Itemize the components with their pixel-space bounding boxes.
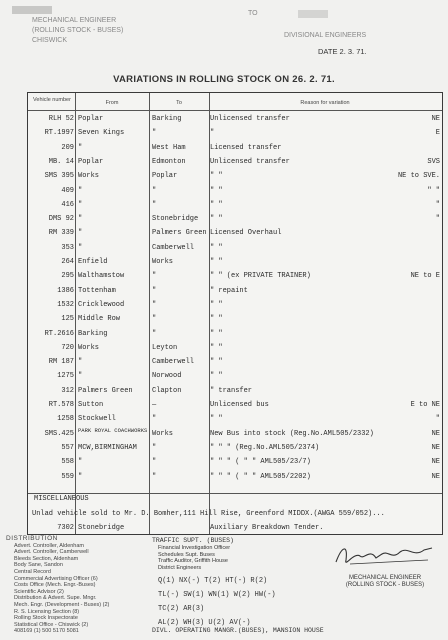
circulation-sub: Traffic Auditor, Griffith House xyxy=(158,558,228,565)
cell-reason: Unlicensed transfer xyxy=(210,157,290,166)
cell-code: " " xyxy=(427,186,440,195)
signatory-line1: MECHANICAL ENGINEER xyxy=(348,575,422,581)
distribution-line: Scientific Advisor (2) xyxy=(14,588,64,595)
cell-to: " xyxy=(152,329,157,338)
depot-codes: TC(2) AR(3) xyxy=(158,605,205,613)
distribution-line: Bleeds Section, Aldenham xyxy=(14,555,79,562)
cell-to: Palmers Green xyxy=(152,229,207,238)
to-value: DIVISIONAL ENGINEERS xyxy=(284,32,367,39)
cell-to: " xyxy=(152,458,157,467)
table-row xyxy=(28,341,442,355)
cell-reason: Licensed transfer xyxy=(210,143,282,152)
cell-vehicle: 1386 xyxy=(57,286,74,295)
cell-reason: " repaint xyxy=(210,286,248,295)
table-row xyxy=(28,441,442,455)
misc-vehicle: 7302 xyxy=(57,524,74,532)
distribution-line: Advert. Controller, Aldenham xyxy=(14,542,85,549)
table-row xyxy=(28,212,442,226)
cell-reason: " " xyxy=(210,315,223,324)
cell-code: NE xyxy=(431,115,440,123)
cell-vehicle: RT.578 xyxy=(48,401,74,409)
cell-reason: " " xyxy=(210,415,223,424)
cell-code: E to NE xyxy=(410,401,440,409)
cell-from: " xyxy=(78,458,83,467)
cell-to: " xyxy=(152,443,157,452)
cell-code: " xyxy=(435,215,440,224)
cell-from: Sutton xyxy=(78,401,104,409)
distribution-line: Rolling Stock Inspectorate xyxy=(14,615,78,622)
cell-vehicle: RT.1997 xyxy=(44,129,74,138)
cell-reason: " " xyxy=(210,186,223,195)
misc-text: Unlad vehicle sold to Mr. D. Bomher,111 Hill Rise, Greenford MIDDX.(AWGA 559/052)... xyxy=(32,510,385,518)
distribution-line: 408169 (1) 500 5170 5081 xyxy=(14,628,79,635)
cell-reason: " " xyxy=(210,243,223,252)
cell-code: NE xyxy=(431,472,440,481)
cell-from: " xyxy=(78,472,83,481)
cell-from: Stockwell xyxy=(78,415,116,424)
cell-from: Enfield xyxy=(78,258,108,266)
cell-from: Works xyxy=(78,172,100,181)
distribution-line: Commercial Advertising Officer (6) xyxy=(14,575,98,582)
misc-from: Stonebridge xyxy=(78,524,125,532)
circulation-sub: Schedules Supt. Buses xyxy=(158,551,215,558)
cell-to: " xyxy=(152,200,157,209)
cell-from: " xyxy=(78,372,83,381)
cell-code: NE xyxy=(431,458,440,467)
cell-reason: " " xyxy=(210,372,223,381)
cell-reason: " " xyxy=(210,300,223,309)
date: DATE 2. 3. 71. xyxy=(318,47,367,56)
page-title: VARIATIONS IN ROLLING STOCK ON 26. 2. 71. xyxy=(113,74,335,85)
depot-codes: Q(1) NX(-) T(2) HT(-) R(2) xyxy=(158,577,268,585)
cell-code: NE to SVE. xyxy=(397,172,440,181)
table-row xyxy=(28,198,442,212)
variations-table xyxy=(27,92,443,535)
cell-reason: " " xyxy=(210,258,223,266)
from-block xyxy=(8,6,244,58)
cell-from: Poplar xyxy=(78,115,104,123)
cell-to: Stonebridge xyxy=(152,215,199,224)
cell-from: Poplar xyxy=(78,157,104,166)
cell-to: — xyxy=(152,401,157,409)
cell-code: E xyxy=(435,129,440,138)
distribution-line: R. S. Licensing Section (8) xyxy=(14,608,80,615)
cell-vehicle: SMS 395 xyxy=(44,172,74,181)
cell-to: Leyton xyxy=(152,343,178,352)
cell-from: " xyxy=(78,186,83,195)
cell-to: " xyxy=(152,129,157,138)
cell-to: " xyxy=(152,286,157,295)
cell-from: " xyxy=(78,243,83,252)
cell-from: " xyxy=(78,358,83,367)
distribution-line: Body Sane, Sandon xyxy=(14,562,63,569)
cell-to: Camberwell xyxy=(152,358,195,367)
cell-vehicle: 720 xyxy=(61,343,74,352)
cell-vehicle: 125 xyxy=(61,315,74,324)
misc-line xyxy=(32,507,442,521)
table-row xyxy=(28,241,442,255)
cell-from: Cricklewood xyxy=(78,300,125,309)
cell-reason: " " xyxy=(210,329,223,338)
distribution-line: Statistical Office - Chiswick (2) xyxy=(14,621,89,628)
table-row xyxy=(28,455,442,469)
cell-to: " xyxy=(152,300,157,309)
cell-reason: " " xyxy=(210,215,223,224)
cell-vehicle: RT.2616 xyxy=(44,329,74,338)
cell-to: Works xyxy=(152,258,174,266)
cell-vehicle: 409 xyxy=(61,186,74,195)
cell-from: Barking xyxy=(78,329,108,338)
cell-code: " xyxy=(435,415,440,424)
cell-vehicle: DMS 92 xyxy=(48,215,74,224)
misc-line xyxy=(28,521,442,535)
cell-reason: Unlicensed bus xyxy=(210,401,269,409)
cell-to: Barking xyxy=(152,115,182,123)
cell-to: Norwood xyxy=(152,372,182,381)
signatory-line2: (ROLLING STOCK - BUSES) xyxy=(345,582,425,588)
table-row xyxy=(28,284,442,298)
cell-from: " xyxy=(78,143,83,152)
table-row xyxy=(28,412,442,426)
cell-vehicle: 559 xyxy=(61,472,74,481)
cell-from: Seven Kings xyxy=(78,129,125,138)
cell-reason: Unlicensed transfer xyxy=(210,115,290,123)
distribution-line: Costs Office (Mech. Engr.-Buses) xyxy=(14,582,96,589)
cell-from: Tottenham xyxy=(78,286,116,295)
col-header-reason: Reason for variation xyxy=(300,100,350,106)
table-row xyxy=(28,184,442,198)
distribution-list xyxy=(6,536,146,635)
table-row xyxy=(28,427,442,441)
cell-reason: Licensed Overhaul xyxy=(210,229,282,238)
cell-to: " xyxy=(152,315,157,324)
cell-vehicle: 416 xyxy=(61,200,74,209)
cell-to: Clapton xyxy=(152,386,182,395)
cell-vehicle: 557 xyxy=(61,443,74,452)
cell-reason: " " " ( " " AML505/2202) xyxy=(210,472,311,481)
distribution-heading: DISTRIBUTION xyxy=(6,535,58,542)
distribution-line: Mech. Engr. (Development - Buses) (2) xyxy=(14,601,110,608)
cell-reason: " xyxy=(210,129,215,138)
table-row xyxy=(28,255,442,269)
table-row xyxy=(28,155,442,169)
cell-vehicle: 353 xyxy=(61,243,74,252)
table-row xyxy=(28,112,442,126)
footer-address: DIVL. OPERATING MANGR.(BUSES), MANSION HOUSE xyxy=(152,627,324,634)
col-header-vehicle: Vehicle number xyxy=(33,97,71,103)
letterhead-mark xyxy=(12,6,52,14)
table-row xyxy=(28,269,442,283)
circulation-sub: Financial Investigation Officer xyxy=(158,545,231,551)
cell-vehicle: 264 xyxy=(61,258,74,266)
cell-code: NE to E xyxy=(410,272,440,281)
cell-to: " xyxy=(152,415,157,424)
cell-reason: " " " ( " " AML505/23/7) xyxy=(210,458,311,467)
table-row xyxy=(28,398,442,412)
circulation-sub: District Engineers xyxy=(158,564,202,571)
distribution-lines xyxy=(6,543,146,635)
misc-heading: MISCELLANEOUS xyxy=(34,495,89,503)
table-row xyxy=(28,369,442,383)
cell-reason: " transfer xyxy=(210,386,253,395)
table-row xyxy=(28,298,442,312)
cell-reason: " " xyxy=(210,358,223,367)
distribution-line: Central Record xyxy=(14,568,51,575)
cell-to: " xyxy=(152,272,157,281)
header-rule xyxy=(28,110,442,111)
cell-vehicle: 1258 xyxy=(57,415,74,424)
from-line2: (ROLLING STOCK - BUSES) xyxy=(32,27,124,34)
circulation-heading: TRAFFIC SUPT. (BUSES) xyxy=(152,537,234,544)
cell-vehicle: 1532 xyxy=(57,300,74,309)
cell-vehicle: SMS.425 xyxy=(44,429,74,438)
depot-codes: TL(-) SW(1) WN(1) W(2) HW(-) xyxy=(158,591,276,599)
cell-reason: " " xyxy=(210,200,223,209)
table-row xyxy=(28,126,442,140)
cell-vehicle: MB. 14 xyxy=(48,157,74,166)
cell-to: Edmonton xyxy=(152,157,186,166)
cell-to: West Ham xyxy=(152,143,186,152)
col-header-to: To xyxy=(176,100,182,106)
cell-code: SVS xyxy=(427,157,440,166)
cell-vehicle: 558 xyxy=(61,458,74,467)
cell-from: PARK ROYAL COACHWORKS xyxy=(78,426,148,434)
cell-to: " xyxy=(152,186,157,195)
cell-reason: New Bus into stock (Reg.No.AML505/2332) xyxy=(210,429,374,438)
cell-to: " xyxy=(152,472,157,481)
misc-reason: Auxiliary Breakdown Tender. xyxy=(210,524,324,532)
table-row xyxy=(28,169,442,183)
depot-codes: AL(2) WH(3) U(2) AV(-) xyxy=(158,619,251,627)
signature xyxy=(330,538,440,572)
cell-from: MCW,BIRMINGHAM xyxy=(78,443,137,452)
cell-from: " xyxy=(78,200,83,209)
cell-vehicle: 1275 xyxy=(57,372,74,381)
cell-vehicle: RM 339 xyxy=(48,229,74,238)
cell-code: NE xyxy=(431,443,440,452)
cell-vehicle: RLH 52 xyxy=(48,115,74,123)
signatory-title xyxy=(328,575,442,589)
table-row xyxy=(28,384,442,398)
cell-code: " xyxy=(435,200,440,209)
to-label: TO xyxy=(248,10,258,17)
distribution-line: Distribution & Advert. Supe. Mngr. xyxy=(14,595,97,602)
cell-to: Poplar xyxy=(152,172,178,181)
from-line3: CHISWICK xyxy=(32,37,67,44)
misc-rule xyxy=(28,493,442,494)
cell-code: NE xyxy=(431,429,440,438)
cell-vehicle: 209 xyxy=(61,143,74,152)
table-row xyxy=(28,327,442,341)
stamp-mark xyxy=(298,10,328,18)
cell-to: Works xyxy=(152,429,174,438)
cell-from: Works xyxy=(78,343,100,352)
circulation-block xyxy=(152,537,322,627)
table-row xyxy=(28,470,442,484)
cell-from: Middle Row xyxy=(78,315,121,324)
cell-reason: " " (ex PRIVATE TRAINER) xyxy=(210,272,311,281)
table-row xyxy=(28,141,442,155)
cell-from: Walthamstow xyxy=(78,272,125,281)
cell-reason: " " xyxy=(210,172,223,181)
cell-reason: " " " (Reg.No.AML505/2374) xyxy=(210,443,320,452)
distribution-line: Advert. Controller, Camberwell xyxy=(14,549,89,556)
cell-vehicle: RM 187 xyxy=(48,358,74,367)
cell-vehicle: 312 xyxy=(61,386,74,395)
cell-to: Camberwell xyxy=(152,243,195,252)
from-line1: MECHANICAL ENGINEER xyxy=(32,17,117,24)
table-row xyxy=(28,355,442,369)
cell-reason: " " xyxy=(210,343,223,352)
table-row xyxy=(28,226,442,240)
cell-from: Palmers Green xyxy=(78,386,133,395)
table-row xyxy=(28,312,442,326)
cell-from: " xyxy=(78,215,83,224)
cell-vehicle: 295 xyxy=(61,272,74,281)
cell-from: " xyxy=(78,229,83,238)
col-header-from: From xyxy=(105,100,119,106)
